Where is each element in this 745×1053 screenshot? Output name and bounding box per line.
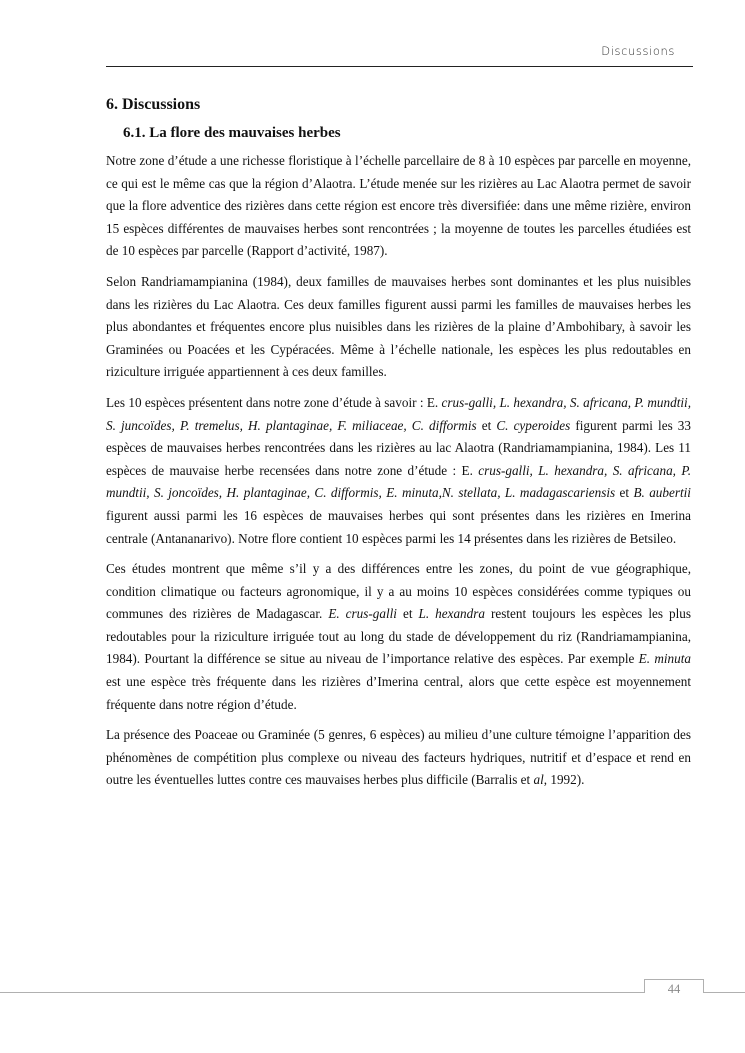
text-run: figurent aussi parmi les 16 espèces de mauvaises herbes qui sont présentes dans les rizières en Imerina centrale (Antananarivo). Notre flore contient 10 espèces parmi les 14 présentes dans les rizières de Betsileo. [106,507,691,546]
italic-text-run: crus-galli, L. hexandra, S. africana, P. mundtii, S. joncoïdes, H. plantaginae, C. difformis, E. minuta,N. stellata, L. madagascariensis [106,462,691,501]
text-run: figurent parmi les 33 espèces de mauvaises herbes rencontrées dans les rizières au lac Alaotra (Randriamampianina, 1984). Les 11 espèces de mauvaise herbe recensées dans notre zone d’étude : E. [106,417,691,478]
text-run: Selon Randriamampianina (1984), deux familles de mauvaises herbes sont dominantes et les plus nuisibles dans les rizières du Lac Alaotra. Ces deux familles figurent aussi parmi les familles de mauvaises herbes les plus abondantes et fréquentes encore plus nuisibles dans les rizières de la plaine d’Ambohibary, à savoir les Graminées ou Poacées et les Cypéracées. Même à l’échelle nationale, les espèces les plus redoutables en riziculture irriguée appartiennent à ces deux familles. [106,273,691,380]
text-run: et [615,485,634,501]
running-header-title: Discussions [601,44,675,58]
italic-text-run: L. hexandra [418,606,485,622]
italic-text-run: al [533,772,544,788]
text-run: Les 10 espèces présentent dans notre zone d’étude à savoir : E. [106,394,442,410]
text-run: Ces études montrent que même s’il y a des différences entre les zones, du point de vue géographique, condition climatique ou facteurs agronomique, il y a au moins 10 espèces considérées comme typiques ou communes des rizières de Madagascar. [106,561,691,622]
italic-text-run: C. cyperoides [496,417,571,433]
text-run: est une espèce très fréquente dans les rizières d’Imerina central, alors que cette espèce est moyennement fréquente dans notre région d’étude. [106,674,691,712]
italic-text-run: E. minuta [638,651,691,667]
paragraph-2 [106,271,691,384]
page-number: 44 [667,982,681,996]
text-run: et [396,606,419,622]
italic-text-run: E. crus-galli [328,606,397,622]
footer-rule [0,992,745,993]
paragraph-5 [106,724,691,792]
subsection-heading: 6.1. La flore des mauvaises herbes [123,125,341,141]
text-run: , 1992). [543,772,585,788]
text-run: La présence des Poaceae ou Graminée (5 genres, 6 espèces) au milieu d’une culture témoigne l’apparition des phénomènes de compétition plus complexe ou niveau des facteurs hydriques, nutritif et d’espace et rend en outre les éventuelles luttes contre ces mauvaises herbes plus difficile (Barralis et [106,727,691,788]
paragraph-3 [106,392,691,550]
italic-text-run: crus-galli, L. hexandra, S. africana, P. mundtii, S. juncoïdes, P. tremelus, H. plantaginae, F. miliaceae, C. difformis [106,394,692,433]
section-heading: 6. Discussions [106,96,201,113]
header-rule [106,66,693,67]
paragraph-4 [106,558,691,716]
text-run: et [476,417,497,433]
paragraph-1 [106,150,691,263]
text-run: Notre zone d’étude a une richesse floristique à l’échelle parcellaire de 8 à 10 espèces par parcelle en moyenne, ce qui est le même cas que la région d’Alaotra. L’étude menée sur les rizières au Lac Alaotra permet de savoir que la flore adventice des rizières dans cette région est encore très diversifiée: dans une même rizière, environ 15 espèces différentes de mauvaises herbes sont rencontrées ; la moyenne de toutes les parcelles étudiées est de 10 espèces par parcelle (Rapport d’activité, 1987). [106,153,691,259]
page-content [106,94,691,800]
text-run: restent toujours les espèces les plus redoutables pour la riziculture irriguée tout au long du stade de développement du riz (Randriamampianina, 1984). Pourtant la différence se situe au niveau de l’importance relative des espèces. Par exemple [106,606,691,667]
italic-text-run: B. aubertii [633,485,691,501]
